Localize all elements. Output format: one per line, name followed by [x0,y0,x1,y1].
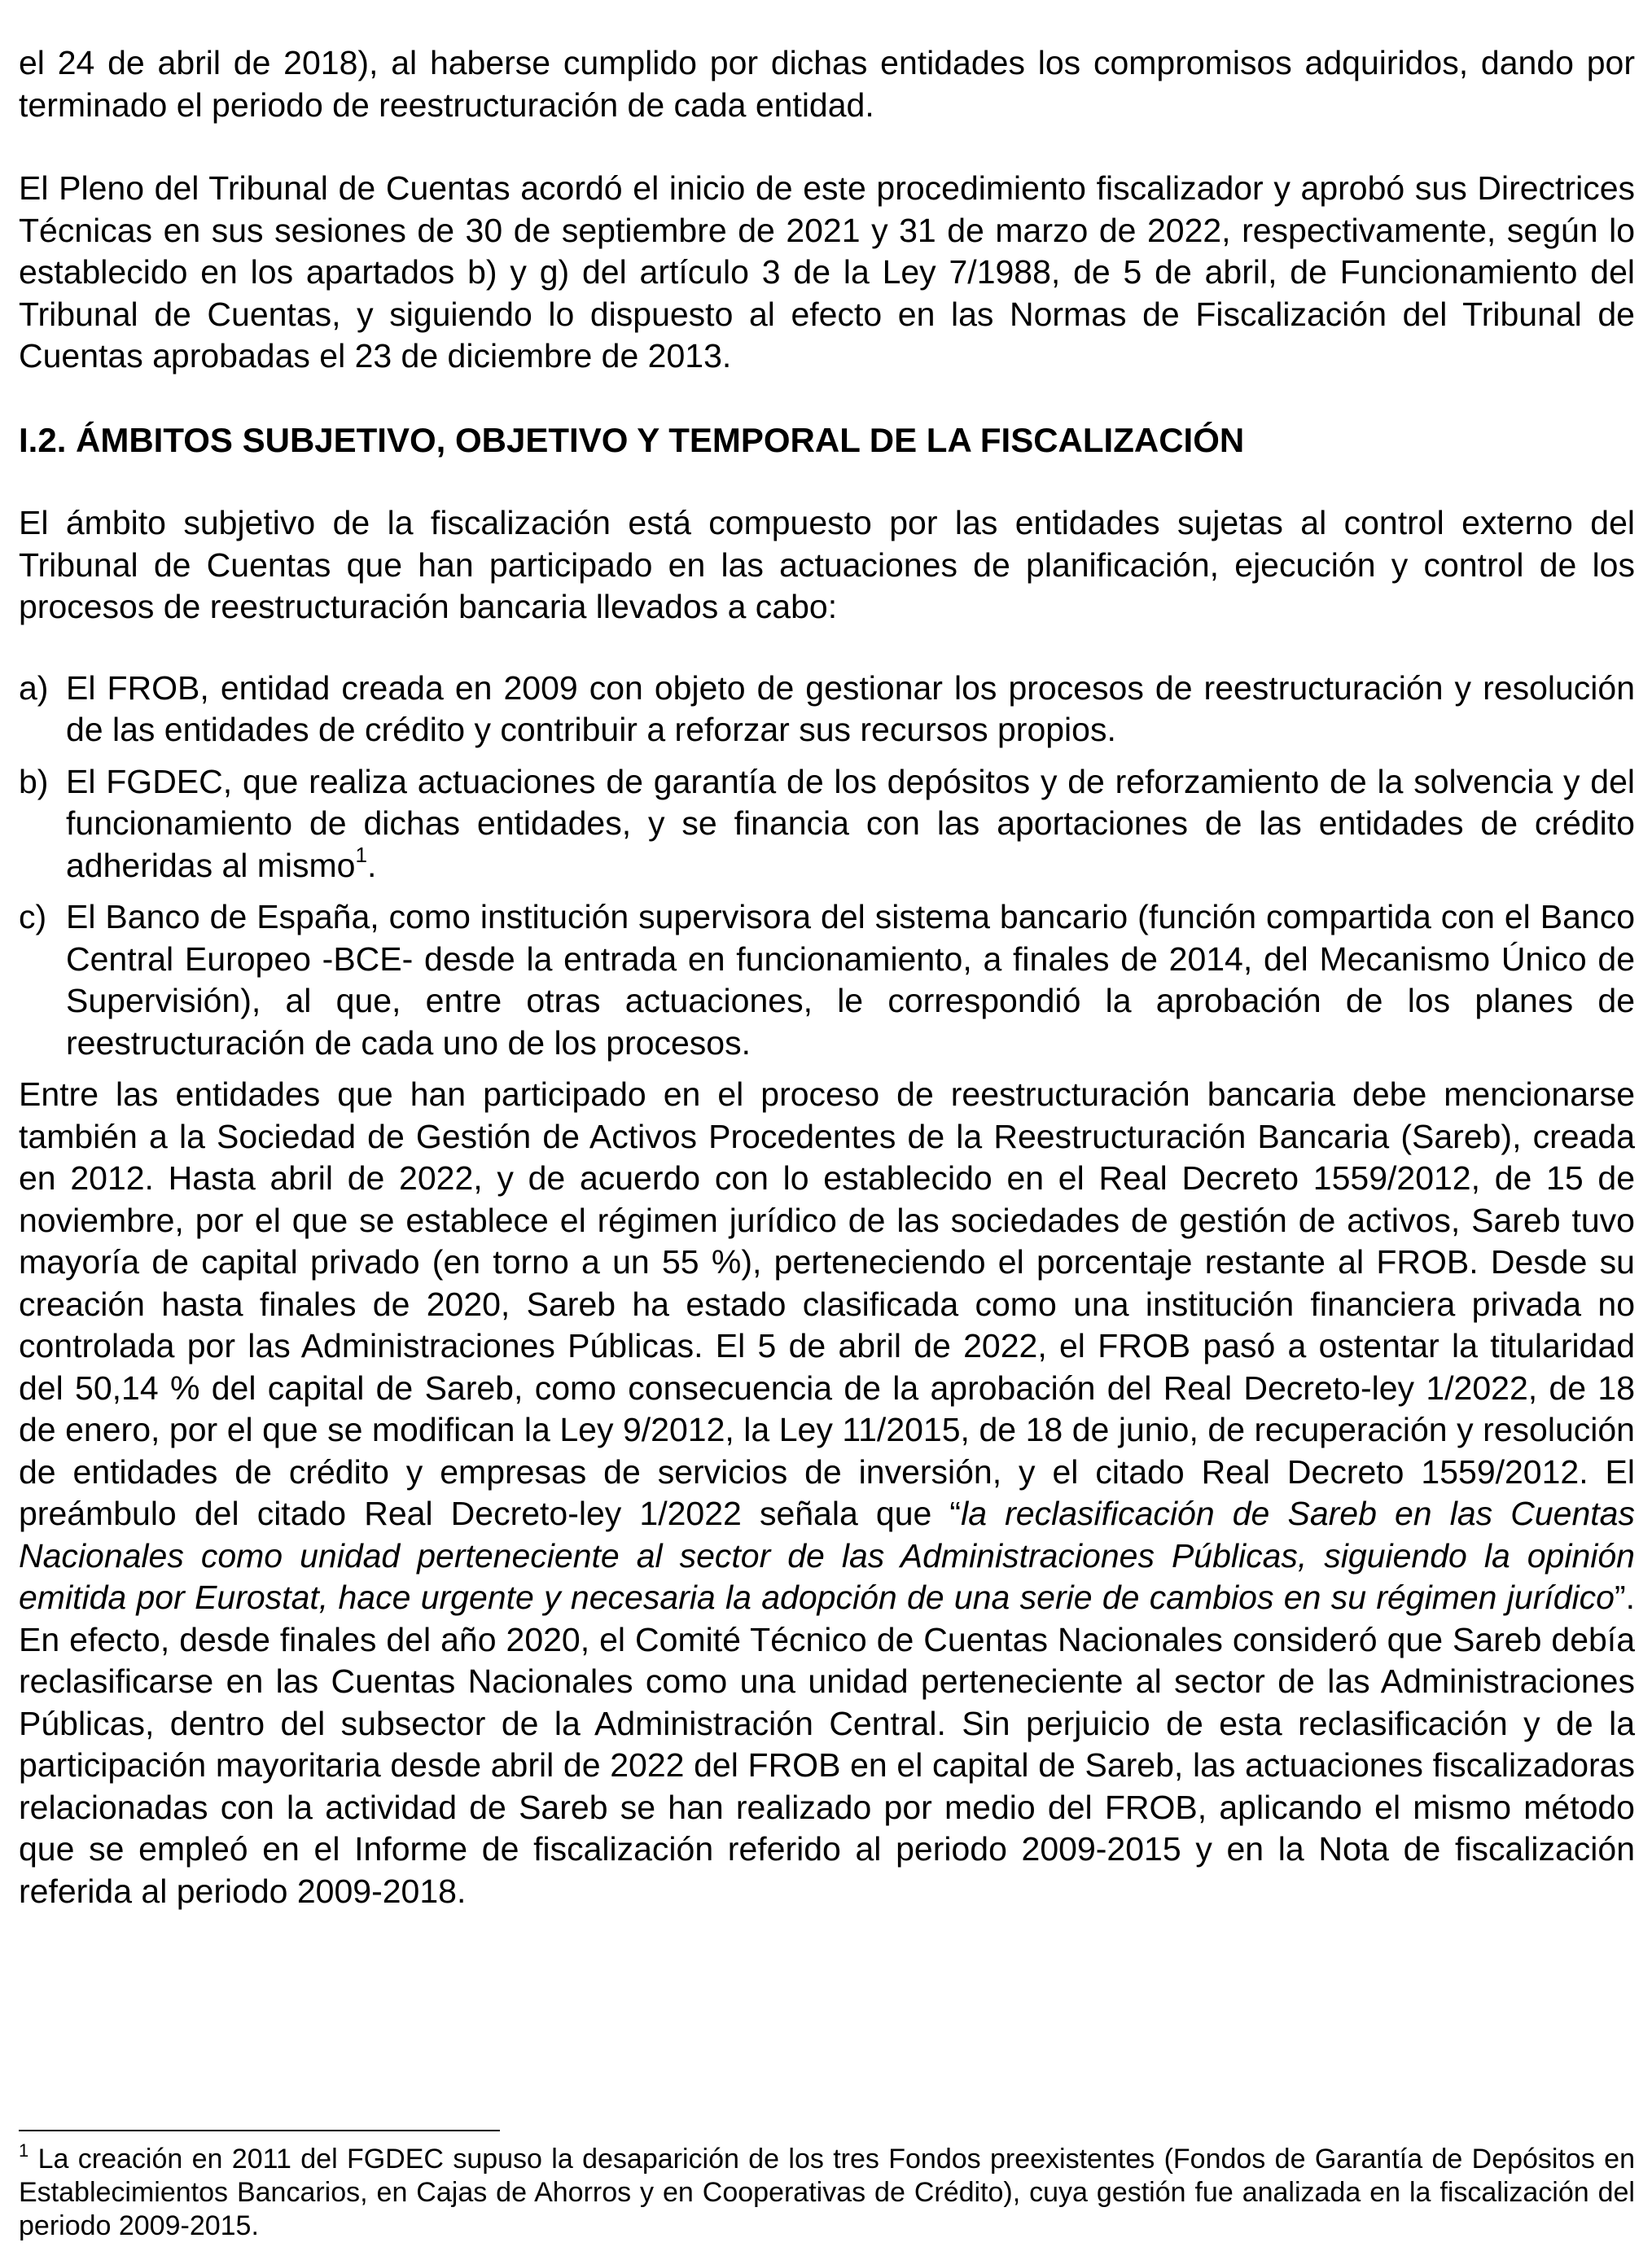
paragraph-sareb-part1: Entre las entidades que han participado en el proceso de reestructuración bancaria debe mencionarse también a la Sociedad de Gestión de Activos Procedentes de la Reestructuración Bancaria (Sareb), creada en 2012. Hasta abril de 2022, y de acuerdo con lo establecido en el Real Decreto 1559/2012, de 15 de noviembre, por el que se establece el régimen jurídico de las sociedades de gestión de activos, Sareb tuvo mayoría de capital privado (en torno a un 55 %), perteneciendo el porcentaje restante al FROB. Desde su creación hasta finales de 2020, Sareb ha estado clasificada como una institución financiera privada no controlada por las Administraciones Públicas. El 5 de abril de 2022, el FROB pasó a ostentar la titularidad del 50,14 % del capital de Sareb, como consecuencia de la aprobación del Real Decreto-ley 1/2022, de 18 de enero, por el que se modifican la Ley 9/2012, la Ley 11/2015, de 18 de junio, de recuperación y resolución de entidades de crédito y empresas de servicios de inversión, y el citado Real Decreto 1559/2012. El preámbulo del citado Real Decreto-ley 1/2022 señala que “ [19,1075,1635,1532]
list-item-frob [19,668,1635,751]
footnote-number: 1 [19,2140,29,2161]
footnote-reference: 1 [355,842,367,867]
paragraph-pleno: El Pleno del Tribunal de Cuentas acordó el inicio de este procedimiento fiscalizador y aprobó sus Directrices Técnicas en sus sesiones de 30 de septiembre de 2021 y 31 de marzo de 2022, respectivamente, según lo establecido en los apartados b) y g) del artículo 3 de la Ley 7/1988, de 5 de abril, de Funcionamiento del Tribunal de Cuentas, y siguiendo lo dispuesto al efecto en las Normas de Fiscalización del Tribunal de Cuentas aprobadas el 23 de diciembre de 2013. [19,169,1635,374]
paragraph-ambito-subjetivo: El ámbito subjetivo de la fiscalización está compuesto por las entidades sujetas al control externo del Tribunal de Cuentas que han participado en las actuaciones de planificación, ejecución y control de los procesos de reestructuración bancaria llevados a cabo: [19,504,1635,625]
footnote-separator [19,2130,500,2131]
list-item-banco-espana [19,896,1635,1064]
section-heading: I.2. ÁMBITOS SUBJETIVO, OBJETIVO Y TEMPORAL DE LA FISCALIZACIÓN [19,420,1245,459]
list-marker: b) [19,762,49,800]
list-marker: a) [19,668,49,707]
quoted-preamble: la reclasificación de Sareb en las Cuentas Nacionales como unidad perteneciente al sector de las Administraciones Públicas, siguiendo la opinión emitida por Eurostat, hace urgente y necesaria la adopción de una serie de cambios en su régimen jurídico [19,1495,1635,1616]
list-item-end: . [366,846,377,884]
document-body [19,42,1635,1912]
paragraph-sareb [19,1074,1635,1912]
footnote [19,2140,1635,2243]
list-item-text: El FROB, entidad creada en 2009 con objeto de gestionar los procesos de reestructuración y resolución de las entidades de crédito y contribuir a reforzar sus recursos propios. [66,668,1635,748]
entities-list [19,668,1635,1065]
list-item-text [66,761,1635,887]
list-item-text: El Banco de España, como institución supervisora del sistema bancario (función compartida con el Banco Central Europeo -BCE- desde la entrada en funcionamiento, a finales de 2014, del Mecanismo Único de Supervisión), al que, entre otras actuaciones, le correspondió la aprobación de los planes de reestructuración de cada uno de los procesos. [66,898,1635,1062]
paragraph-sareb-part2: ”. En efecto, desde finales del año 2020, el Comité Técnico de Cuentas Nacionales consideró que Sareb debía reclasificarse en las Cuentas Nacionales como una unidad perteneciente al sector de las Administraciones Públicas, dentro del subsector de la Administración Central. Sin perjuicio de esta reclasificación y de la participación mayoritaria desde abril de 2022 del FROB en el capital de Sareb, las actuaciones fiscalizadoras relacionadas con la actividad de Sareb se han realizado por medio del FROB, aplicando el mismo método que se empleó en el Informe de fiscalización referido al periodo 2009-2015 y en la Nota de fiscalización referida al periodo 2009-2018. [19,1579,1635,1910]
list-marker: c) [19,898,47,935]
list-item-body: El FGDEC, que realiza actuaciones de garantía de los depósitos y de reforzamiento de la solvencia y del funcionamiento de dichas entidades, y se financia con las aportaciones de las entidades de crédito adheridas al mismo [66,762,1635,884]
footnote-text: La creación en 2011 del FGDEC supuso la desaparición de los tres Fondos preexistentes (Fondos de Garantía de Depósitos en Establecimientos Bancarios, en Cajas de Ahorros y en Cooperativas de Crédito), cuya gestión fue analizada en la fiscalización del periodo 2009-2015. [19,2144,1635,2241]
list-item-fgdec [19,761,1635,887]
paragraph-continuation: el 24 de abril de 2018), al haberse cumplido por dichas entidades los compromisos adquiridos, dando por terminado el periodo de reestructuración de cada entidad. [19,44,1635,124]
